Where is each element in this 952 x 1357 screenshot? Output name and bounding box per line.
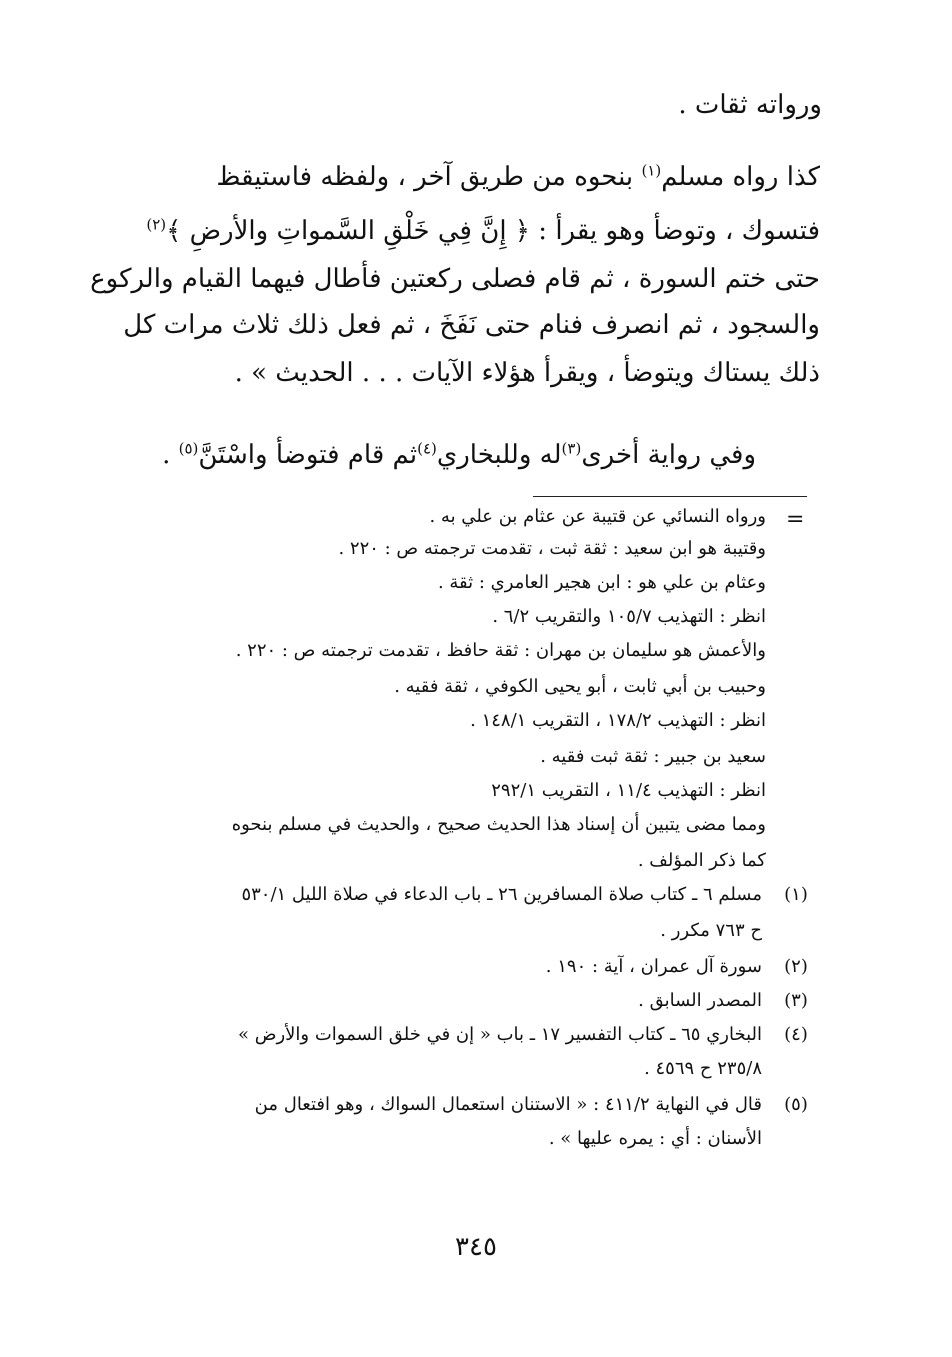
footnote-text: مسلم ٦ ـ كتاب صلاة المسافرين ٢٦ ـ باب الدعاء في صلاة الليل ٥٣٠/١ (241, 884, 762, 905)
note-line: ومما مضى يتبين أن إسناد هذا الحديث صحيح ، والحديث في مسلم بنحوه (231, 814, 766, 835)
main-line-2-a: فتسوك ، وتوضأ وهو يقرأ : ﴿ إِنَّ فِي خَلْقِ السَّمواتِ والأرضِ ﴾ (166, 216, 820, 246)
other-narration-d: . (162, 440, 179, 470)
main-line-4: والسجود ، ثم انصرف فنام حتى نَفَخَ ، ثم فعل ذلك ثلاث مرات كل (123, 310, 820, 340)
note-line: والأعمش هو سليمان بن مهران : ثقة حافظ ، تقدمت ترجمته ص : ٢٢٠ . (235, 640, 766, 661)
note-line: وعثام بن علي هو : ابن هجير العامري : ثقة . (437, 572, 766, 593)
main-line-5: ذلك يستاك ويتوضأ ، ويقرأ هؤلاء الآيات . . . الحديث » . (234, 358, 820, 388)
footnote-number: (٤) (784, 1024, 808, 1045)
footnote-text: المصدر السابق . (638, 990, 762, 1011)
other-narration-a: وفي رواية أخرى (581, 440, 756, 470)
main-line-2 (146, 216, 820, 247)
note-line: سعيد بن جبير : ثقة ثبت فقيه . (540, 746, 766, 767)
note-line: انظر : التهذيب ١٠٥/٧ والتقريب ٦/٢ . (492, 606, 766, 627)
footnote-number: (١) (784, 884, 808, 905)
footnote-ref-4: (٤) (417, 439, 437, 458)
main-line-1 (216, 162, 820, 193)
footnote-separator (533, 496, 807, 497)
continuation-mark: = (786, 507, 805, 532)
footnote-text: ٢٣٥/٨ ح ٤٥٦٩ . (644, 1058, 762, 1079)
top-line: ورواته ثقات . (678, 90, 822, 120)
note-line: كما ذكر المؤلف . (637, 850, 766, 871)
footnote-number: (٢) (784, 956, 808, 977)
footnote-ref-1: (١) (641, 161, 662, 180)
footnote-text: ح ٧٦٣ مكرر . (660, 920, 762, 941)
note-line: وقتيبة هو ابن سعيد : ثقة ثبت ، تقدمت ترجمته ص : ٢٢٠ . (338, 538, 766, 559)
footnote-number: (٣) (784, 990, 808, 1011)
note-line: ورواه النسائي عن قتيبة عن عثام بن علي به . (429, 506, 766, 527)
other-narration-line (162, 440, 756, 471)
other-narration-c: ثم قام فتوضأ واسْتَنَّ (198, 440, 418, 470)
footnote-text: سورة آل عمران ، آية : ١٩٠ . (545, 956, 762, 977)
main-line-1-b: بنحوه من طريق آخر ، ولفظه فاستيقظ (216, 162, 642, 192)
note-line: وحبيب بن أبي ثابت ، أبو يحيى الكوفي ، ثقة فقيه . (394, 676, 766, 697)
main-line-1-a: كذا رواه مسلم (661, 162, 820, 192)
footnote-ref-2: (٢) (146, 215, 167, 234)
footnote-ref-5: (٥) (178, 439, 199, 458)
page-number: ٣٤٥ (455, 1232, 497, 1262)
footnote-ref-3: (٣) (561, 439, 582, 458)
note-line: انظر : التهذيب ١١/٤ ، التقريب ٢٩٢/١ (491, 780, 766, 801)
footnote-number: (٥) (784, 1094, 808, 1115)
note-line: انظر : التهذيب ١٧٨/٢ ، التقريب ١٤٨/١ . (470, 710, 766, 731)
main-line-3: حتى ختم السورة ، ثم قام فصلى ركعتين فأطال فيهما القيام والركوع (90, 264, 820, 294)
footnote-text: الأسنان : أي : يمره عليها » . (548, 1128, 762, 1149)
other-narration-b: له وللبخاري (436, 440, 562, 470)
footnote-text: البخاري ٦٥ ـ كتاب التفسير ١٧ ـ باب « إن في خلق السموات والأرض » (237, 1024, 762, 1045)
footnote-text: قال في النهاية ٤١١/٢ : « الاستنان استعمال السواك ، وهو افتعال من (254, 1094, 762, 1115)
